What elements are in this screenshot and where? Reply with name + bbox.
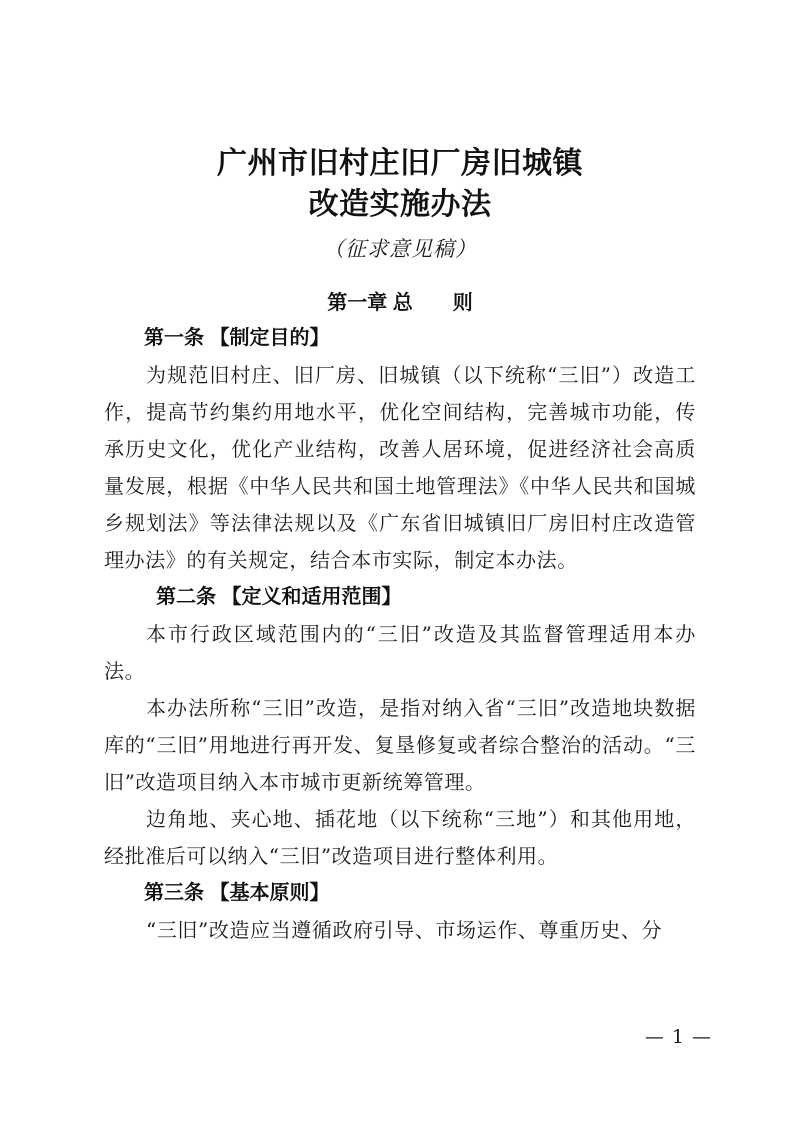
article-2-paragraph-1: 本市行政区域范围内的“三旧”改造及其监督管理适用本办法。	[104, 622, 696, 683]
article-2-paragraph-2: 本办法所称“三旧”改造，是指对纳入省“三旧”改造地块数据库的“三旧”用地进行再开发、复垦修复或者综合整治的活动。“三旧”改造项目纳入本市城市更新统筹管理。	[104, 696, 696, 794]
document-content-column	[104, 0, 696, 949]
chapter-heading: 第一章 总 则	[327, 292, 473, 314]
page-subtitle: （征求意见稿）	[323, 237, 477, 261]
page-title-line-2: 改造实施办法	[308, 188, 492, 221]
page-number-footer: — 1 —	[644, 1026, 712, 1048]
article-heading-2: 第二条 【定义和适用范围】	[156, 586, 402, 608]
page-title-line-1: 广州市旧村庄旧厂房旧城镇	[217, 147, 583, 180]
page-title	[104, 0, 696, 225]
article-heading-1: 第一条 【制定目的】	[144, 327, 330, 349]
article-heading-3: 第三条 【基本原则】	[144, 882, 330, 904]
article-2-paragraph-3: 边角地、夹心地、插花地（以下统称“三地”）和其他用地，经批准后可以纳入“三旧”改造项目进行整体利用。	[104, 807, 696, 868]
article-3-paragraph-1: “三旧”改造应当遵循政府引导、市场运作、尊重历史、分	[146, 918, 663, 942]
article-1-paragraph-1: 为规范旧村庄、旧厂房、旧城镇（以下统称“三旧”）改造工作，提高节约集约用地水平，优化空间结构，完善城市功能，传承历史文化，优化产业结构，改善人居环境，促进经济社会高质量发展，根据《中华人民共和国土地管理法》《中华人民共和国城乡规划法》等法律法规以及《广东省旧城镇旧厂房旧村庄改造管理办法》的有关规定，结合本市实际，制定本办法。	[104, 363, 696, 572]
